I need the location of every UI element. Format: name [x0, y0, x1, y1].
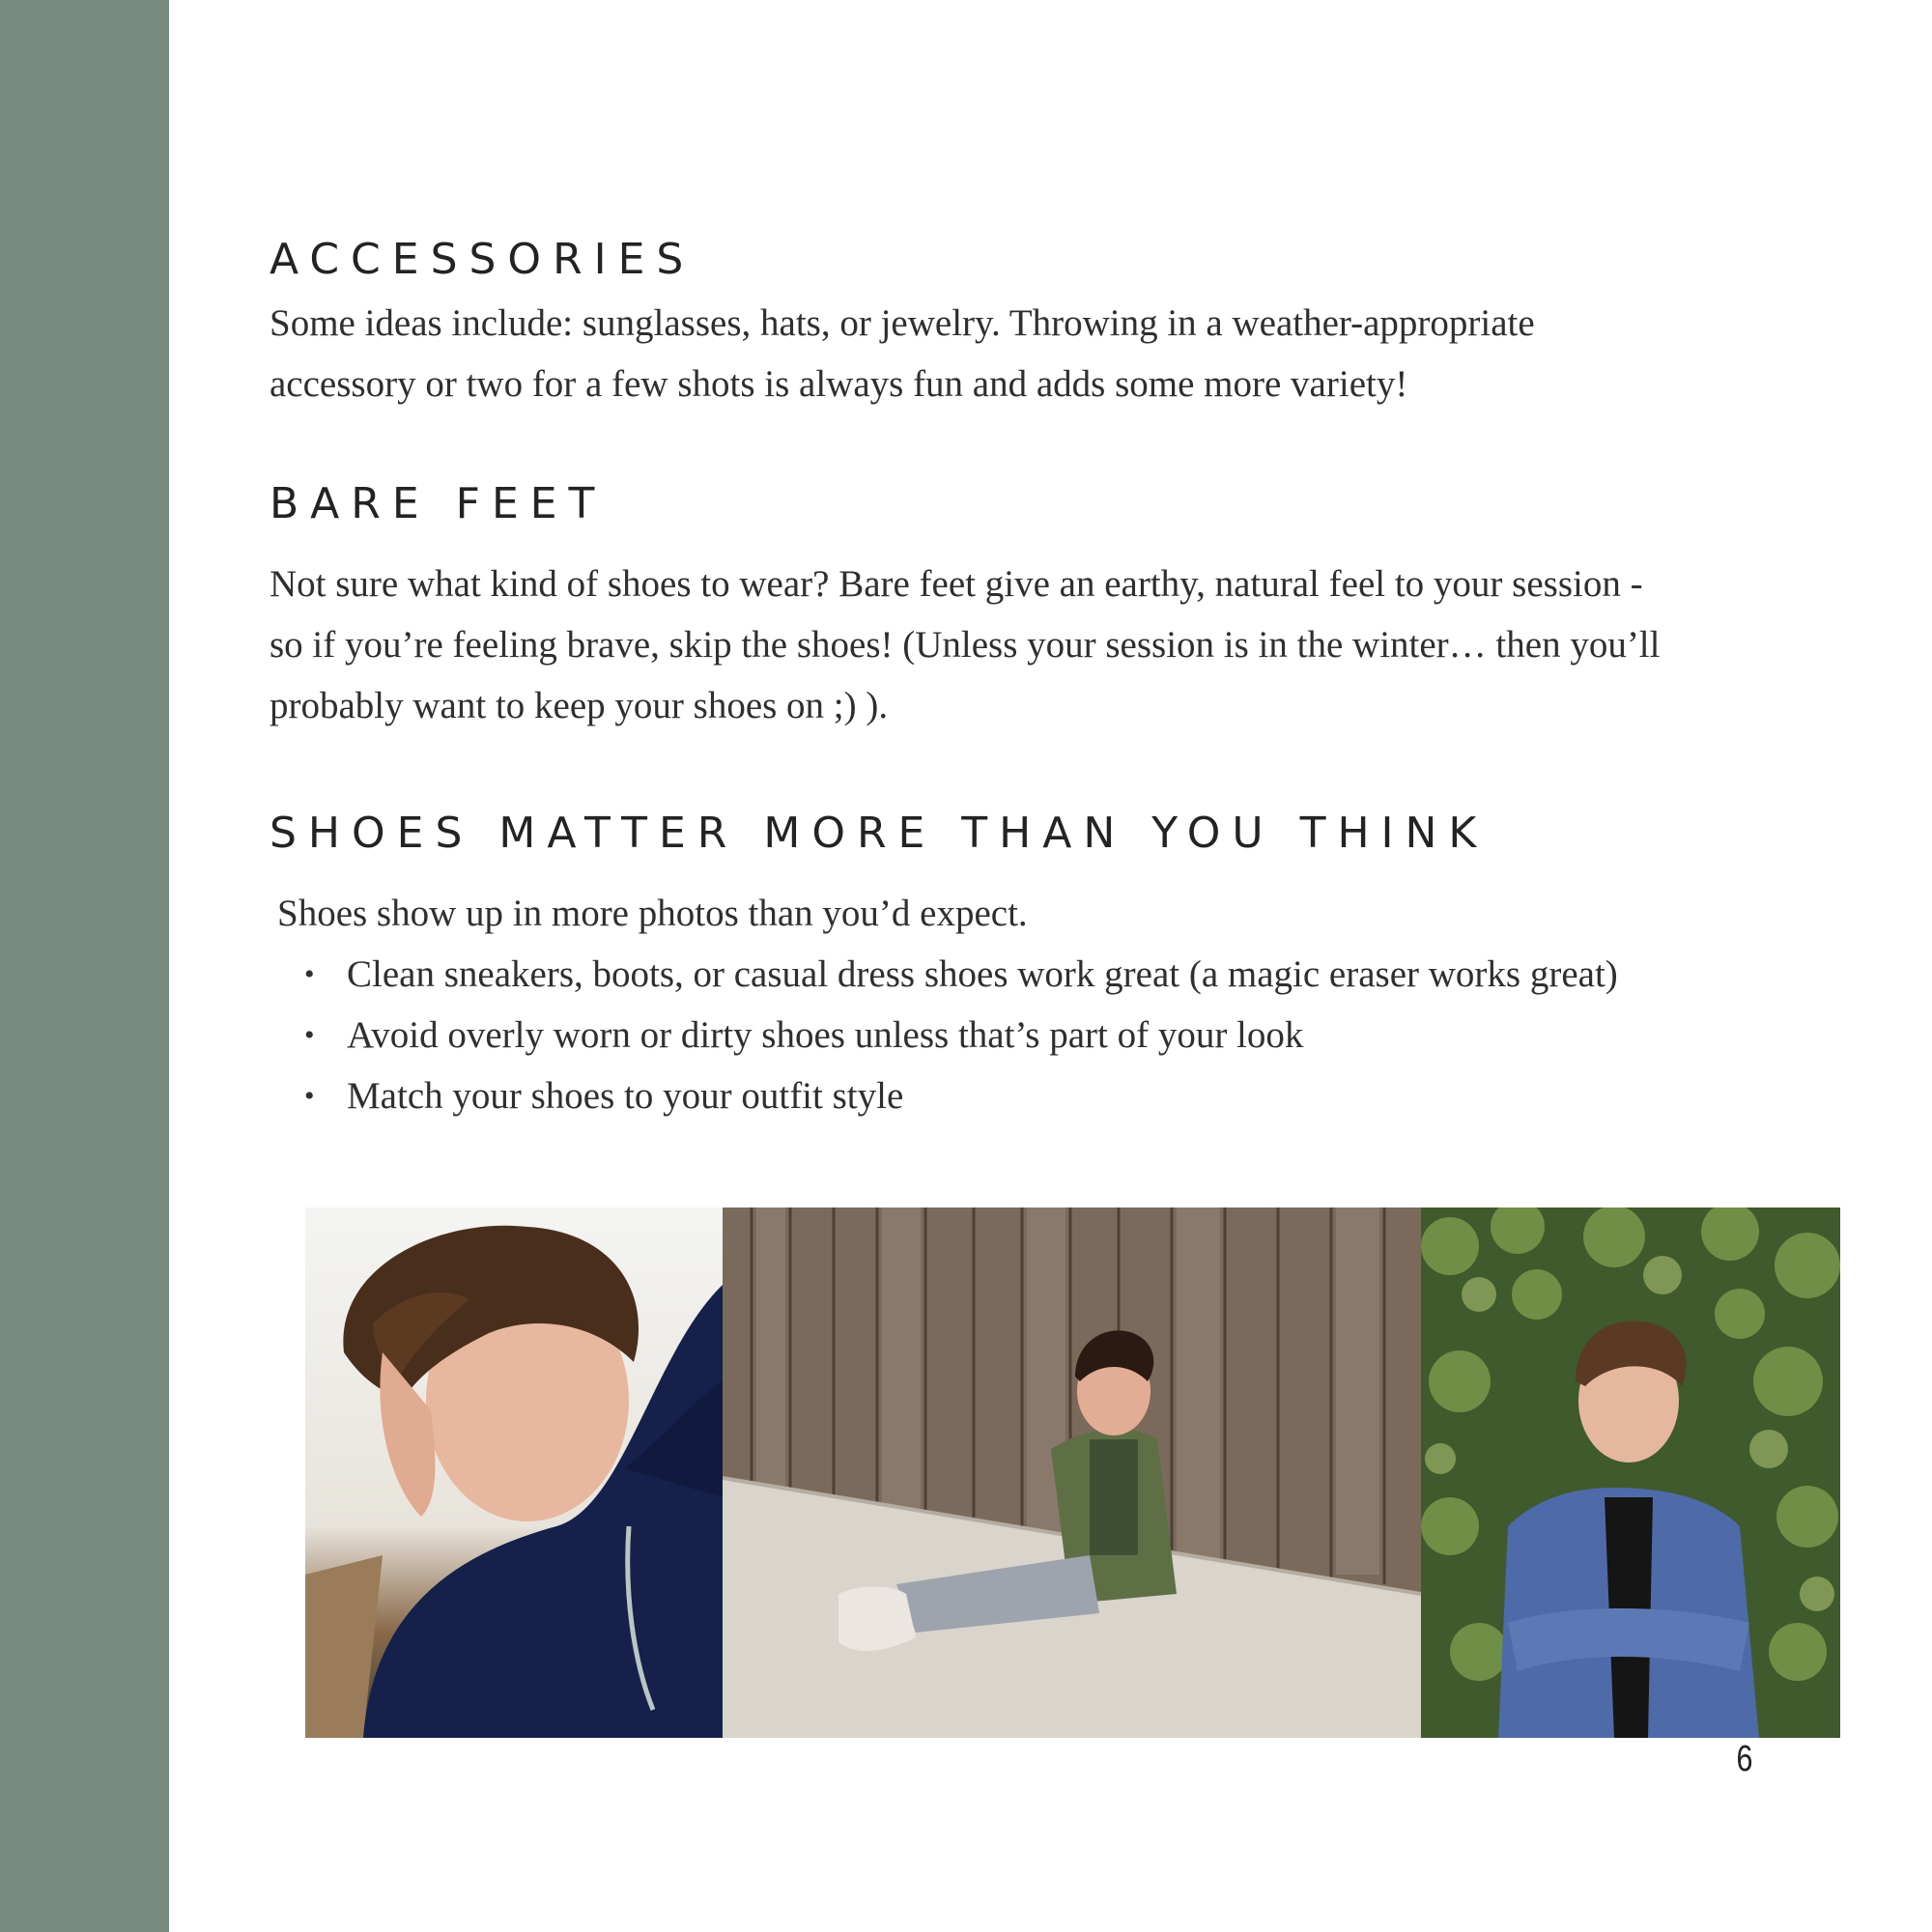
- bullet-dot: •: [304, 1080, 315, 1112]
- list-item: • Avoid overly worn or dirty shoes unless that’s part of your look: [304, 1005, 1618, 1065]
- bare-feet-line: so if you’re feeling brave, skip the shoes! (Unless your session is in the winter… then you’ll: [270, 624, 1661, 666]
- bullet-dot: •: [304, 1019, 315, 1051]
- accessories-line: Some ideas include: sunglasses, hats, or jewelry. Throwing in a weather-appropriate: [270, 302, 1535, 344]
- bare-feet-line: Not sure what kind of shoes to wear? Bare feet give an earthy, natural feel to your session -: [270, 563, 1643, 605]
- bare-feet-heading: BARE FEET: [270, 479, 607, 528]
- shoes-heading: SHOES MATTER MORE THAN YOU THINK: [270, 809, 1489, 858]
- bare-feet-line: probably want to keep your shoes on ;) ).: [270, 685, 889, 726]
- accessories-heading: ACCESSORIES: [270, 235, 696, 284]
- portrait-hand-in-hair-photo: [305, 1208, 723, 1738]
- photo-strip: [305, 1208, 1840, 1738]
- accessories-line: accessory or two for a few shots is always fun and adds some more variety!: [270, 363, 1408, 405]
- portrait-arms-crossed-ivy-photo: [1421, 1208, 1840, 1738]
- page-number: 6: [1736, 1739, 1753, 1779]
- bullet-dot: •: [304, 958, 315, 990]
- portrait-sitting-by-wood-fence-photo: [723, 1208, 1421, 1738]
- accessories-paragraph: [270, 293, 1535, 414]
- list-item: • Match your shoes to your outfit style: [304, 1065, 1618, 1126]
- list-item: • Clean sneakers, boots, or casual dress shoes work great (a magic eraser works great): [304, 944, 1618, 1005]
- bare-feet-paragraph: [270, 554, 1660, 736]
- sidebar-accent-bar: [0, 0, 169, 1932]
- shoes-intro: Shoes show up in more photos than you’d expect.: [277, 893, 1028, 934]
- shoes-bullet-list: [304, 944, 1618, 1126]
